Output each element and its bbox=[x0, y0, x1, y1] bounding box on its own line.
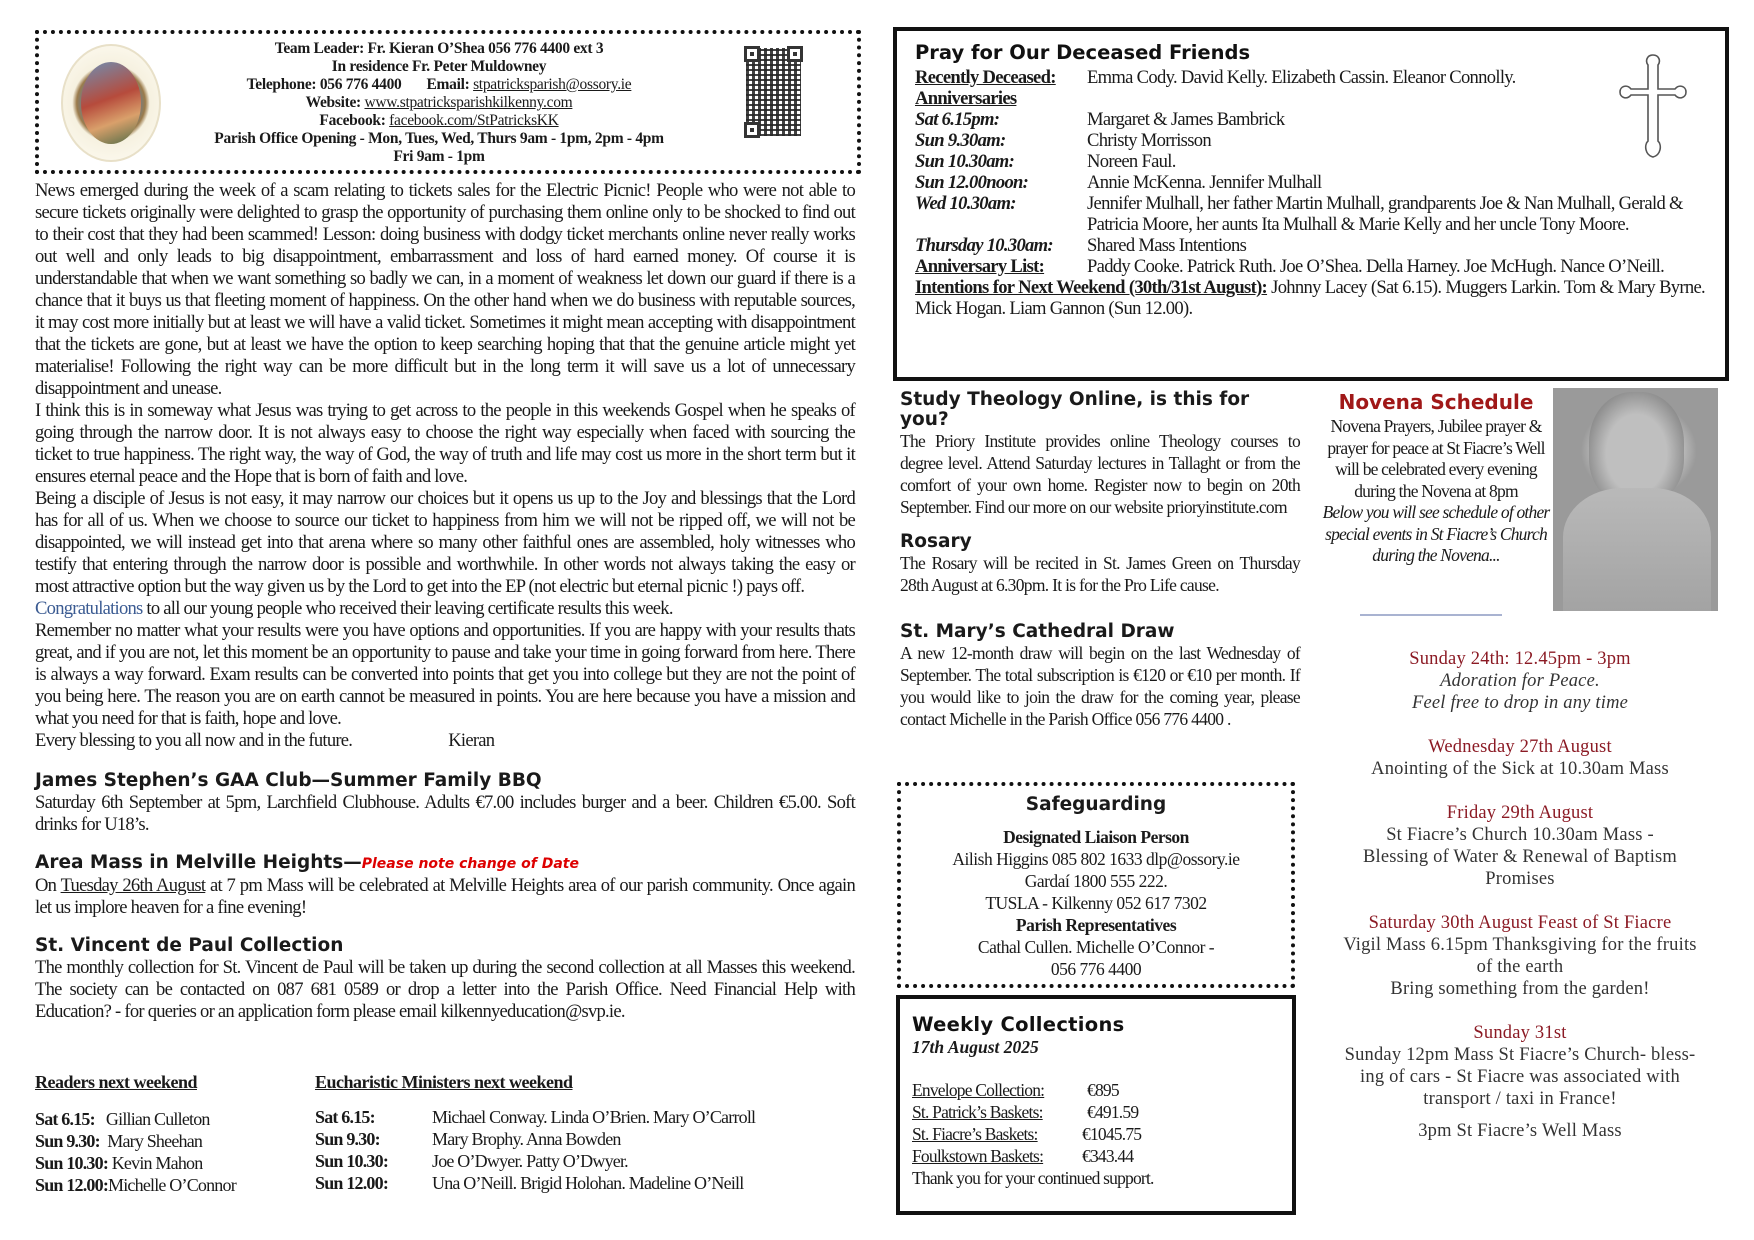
collection-row: Envelope Collection: €895 bbox=[912, 1080, 1119, 1100]
qr-code-icon[interactable] bbox=[746, 48, 801, 136]
rosary-heading: Rosary bbox=[900, 531, 972, 552]
gardai-contact: Gardaí 1800 555 222. bbox=[1024, 871, 1168, 891]
parish-logo-icon bbox=[61, 44, 161, 162]
minister-names: Michael Conway. Linda O’Brien. Mary O’Carroll bbox=[432, 1107, 756, 1127]
deceased-heading: Pray for Our Deceased Friends bbox=[915, 41, 1251, 64]
novena-intro bbox=[1320, 416, 1552, 567]
deceased-list bbox=[915, 67, 1705, 319]
novena-event: Friday 29th August St Fiacre’s Church 10.30am Mass - Blessing of Water & Renewal of Baptism Promises bbox=[1362, 803, 1678, 889]
novena-events bbox=[1320, 648, 1720, 1142]
novena-heading: Novena Schedule bbox=[1338, 390, 1534, 414]
minister-row: Sun 12.00: bbox=[315, 1173, 389, 1193]
website-label: Website: bbox=[305, 94, 361, 111]
dlp-contact: Ailish Higgins 085 802 1633 dlp@ossory.ie bbox=[952, 849, 1240, 869]
draw-body: A new 12-month draw will begin on the last Wednesday of September. The total subscription is €120 or €10 per month. If you would like to join the draw for the coming year, please contact Michelle in the Parish Office 056 776 4400 . bbox=[900, 643, 1300, 729]
dlp-heading: Designated Liaison Person bbox=[1003, 827, 1189, 847]
collection-row: Foulkstown Baskets: €343.44 bbox=[912, 1146, 1134, 1166]
svp-body: The monthly collection for St. Vincent de Paul will be taken up during the second collection at all Masses this weekend. The society can be contacted on 087 681 0589 or drop a letter into the Parish Office. Need Financial Help with Education? - for queries or an application form please email kilkennyeducation@svp.ie. bbox=[35, 957, 855, 1022]
minister-row: Sun 10.30: bbox=[315, 1151, 389, 1171]
area-mass-title: Area Mass in Melville Heights— bbox=[35, 852, 362, 873]
minister-names: Mary Brophy. Anna Bowden bbox=[432, 1129, 621, 1149]
anniversary-row: Sun 12.00noon: Annie McKenna. Jennifer Mulhall bbox=[915, 172, 1322, 193]
recently-deceased-row: Recently Deceased: Emma Cody. David Kelly. Elizabeth Cassin. Eleanor Connolly. bbox=[915, 67, 1516, 88]
novena-final-event: 3pm St Fiacre’s Well Mass bbox=[1418, 1121, 1622, 1141]
facebook-label: Facebook: bbox=[319, 112, 386, 129]
in-residence: In residence Fr. Peter Muldowney bbox=[331, 58, 547, 75]
office-hours: Parish Office Opening - Mon, Tues, Wed, Thurs 9am - 1pm, 2pm - 4pm bbox=[214, 130, 664, 147]
area-mass-heading bbox=[35, 852, 855, 875]
tusla-contact: TUSLA - Kilkenny 052 617 7302 bbox=[985, 893, 1207, 913]
parish-contact-box bbox=[35, 30, 861, 174]
minister-row: Sat 6.15: bbox=[315, 1107, 375, 1127]
draw-heading: St. Mary’s Cathedral Draw bbox=[900, 621, 1175, 642]
anniversary-row: Wed 10.30am: Jennifer Mulhall, her father Martin Mulhall, grandparents Joe & Nan Mulhall, Gerald & Patricia Moore, her aunts Ita Mulhall & Marie Kelly and her uncle Tony Moore. bbox=[915, 193, 1683, 235]
minister-names: Joe O’Dwyer. Patty O’Dwyer. bbox=[432, 1151, 628, 1171]
middle-column bbox=[900, 390, 1300, 730]
reps-heading: Parish Representatives bbox=[1015, 915, 1177, 935]
telephone: Telephone: 056 776 4400 bbox=[246, 76, 402, 93]
change-of-date-note: Please note change of Date bbox=[361, 856, 579, 872]
anniversary-list-row: Anniversary List: Paddy Cooke. Patrick Ruth. Joe O’Shea. Della Harney. Joe McHugh. Nance O’Neill. bbox=[915, 256, 1665, 277]
reps-phone: 056 776 4400 bbox=[1050, 959, 1142, 979]
anniversary-row: Sat 6.15pm: Margaret & James Bambrick bbox=[915, 109, 1285, 130]
reader-row: Sun 9.30: Mary Sheehan bbox=[35, 1131, 203, 1151]
team-leader: Team Leader: Fr. Kieran O’Shea 056 776 4400 ext 3 bbox=[274, 40, 604, 57]
rosary-body: The Rosary will be recited in St. James Green on Thursday 28th August at 6.30pm. It is for the Pro Life cause. bbox=[900, 553, 1300, 595]
reflection-paragraph: Being a disciple of Jesus is not easy, it may narrow our choices but it opens us up to the Joy and blessings that the Lord has for all of us. When we choose to source our ticket to happiness from him we will not be ripped off, we will not be disappointed, we will instead get into that arena where so many other faithful ones are assembled, holy witnesses who testify that entering through the narrow door is possible and worthwhile. In other words not always taking the easy or most attractive option but the way given us by the Lord to get into the EP (not electric but eternal picnic !) pays off. bbox=[35, 488, 855, 597]
reps-names: Cathal Cullen. Michelle O’Connor - bbox=[977, 937, 1215, 957]
anniversary-row: Sun 9.30am: Christy Morrisson bbox=[915, 130, 1211, 151]
reflection-paragraph: News emerged during the week of a scam relating to tickets sales for the Electric Picnic! People who were not able to secure tickets originally were delighted to grasp the opportunity of purchasing them online only to be shocked to find out to their cost that they had been scammed! Lesson: doing business with dodgy ticket merchants online never really works out well and only leads to big disappointment, embarrassment and loss of hard earned money. Of course it is understandable that when we want something so badly we can, in a moment of weakness let down our guard if there is a chance that it buys us that fleeting moment of happiness. On the other hand when we do business with reputable sources, it may cost more initially but at least we will have a valid ticket. Sometimes it might mean accepting with disappointment that the tickets are gone, but at least we have the option to keep searching hoping that that the genuine article might yet materialise! Following the right way can be more difficult but in the long term it will save us a lot of unnecessary disappointment and unease. bbox=[35, 180, 855, 399]
novena-intro-text: Novena Prayers, Jubilee prayer & prayer for peace at St Fiacre’s Well will be celebrated every evening during the Novena at 8pm bbox=[1327, 416, 1545, 501]
intentions-row: Intentions for Next Weekend (30th/31st August): Johnny Lacey (Sat 6.15). Muggers Larkin. Tom & Mary Byrne. Mick Hogan. Liam Gannon (Sun 12.00). bbox=[915, 277, 1705, 319]
reader-row: Sat 6.15: Gillian Culleton bbox=[35, 1109, 210, 1129]
website-link[interactable]: www.stpatricksparishkilkenny.com bbox=[364, 94, 573, 111]
anniversary-row: Sun 10.30am: Noreen Faul. bbox=[915, 151, 1176, 172]
email-label: Email: bbox=[426, 76, 470, 93]
sign-off bbox=[35, 730, 855, 752]
email-link[interactable]: stpatricksparish@ossory.ie bbox=[473, 76, 632, 93]
reflection-paragraph: I think this is in someway what Jesus was trying to get across to the people in this weekends Gospel when he speaks of going through the narrow door. It is not always easy to choose the right way especially when faced with sourcing the ticket to true happiness. The right way, the way of God, the way of truth and life may cost us more in the short term but it ensures eternal peace and the Hope that is born of faith and love. bbox=[35, 400, 855, 487]
st-fiacre-statue-photo bbox=[1553, 388, 1718, 611]
weekly-collections-box bbox=[896, 995, 1296, 1215]
reader-row: Sun 12.00:Michelle O’Connor bbox=[35, 1175, 236, 1195]
congratulations-word: Congratulations bbox=[35, 598, 143, 619]
gaa-bbq-body: Saturday 6th September at 5pm, Larchfield Clubhouse. Adults €7.00 includes burger and a beer. Children €5.00. Soft drinks for U18’s. bbox=[35, 792, 855, 835]
congratulations-line bbox=[35, 598, 855, 620]
area-mass-date: Tuesday 26th August bbox=[60, 875, 206, 896]
sign-off-text: Every blessing to you all now and in the future. bbox=[35, 730, 353, 751]
anniversary-row: Thursday 10.30am: Shared Mass Intentions bbox=[915, 235, 1247, 256]
minister-row: Sun 9.30: bbox=[315, 1129, 380, 1149]
novena-event: Sunday 31st Sunday 12pm Mass St Fiacre’s Church- bless- ing of cars - St Fiacre was associated with transport / taxi in France! bbox=[1344, 1023, 1696, 1109]
svp-heading: St. Vincent de Paul Collection bbox=[35, 935, 344, 956]
left-column bbox=[35, 180, 855, 1023]
reflection-paragraph: Remember no matter what your results were you have options and opportunities. If you are happy with your results thats great, and if you are not, let this moment be an opportunity to pause and take your time in going forward from here. There is always a way forward. Exam results can be converted into points that get you into college but they are not the point of you being here. The reason you are on earth cannot be measured in points. You are here because you have a mission and what you need for that is faith, hope and love. bbox=[35, 620, 855, 729]
novena-event: Saturday 30th August Feast of St Fiacre Vigil Mass 6.15pm Thanksgiving for the fruits of the earth Bring something from the garden! bbox=[1343, 913, 1697, 999]
collection-row: St. Patrick’s Baskets: €491.59 bbox=[912, 1102, 1139, 1122]
facebook-link[interactable]: facebook.com/StPatricksKK bbox=[389, 112, 559, 129]
ministers-heading: Eucharistic Ministers next weekend bbox=[315, 1072, 573, 1092]
deceased-friends-box bbox=[893, 27, 1729, 381]
divider bbox=[1360, 614, 1502, 616]
safeguarding-box bbox=[897, 782, 1295, 988]
collections-heading: Weekly Collections bbox=[912, 1013, 1125, 1036]
reader-row: Sun 10.30: Kevin Mahon bbox=[35, 1153, 203, 1173]
safeguarding-heading: Safeguarding bbox=[1025, 794, 1167, 815]
novena-event: Sunday 24th: 12.45pm - 3pm Adoration for Peace. Feel free to drop in any time bbox=[1409, 649, 1631, 713]
minister-names: Una O’Neill. Brigid Holohan. Madeline O’Neill bbox=[432, 1173, 744, 1193]
parish-contact-details bbox=[159, 40, 719, 166]
collections-thanks: Thank you for your continued support. bbox=[912, 1168, 1154, 1188]
congratulations-text: to all our young people who received their leaving certificate results this week. bbox=[142, 598, 673, 619]
theology-body: The Priory Institute provides online Theology courses to degree level. Attend Saturday lectures in Tallaght or from the comfort of your own home. Register now to begin on 20th September. Find our more on our website prioryinstitute.com bbox=[900, 431, 1300, 517]
theology-heading: Study Theology Online, is this for you? bbox=[900, 389, 1250, 430]
signature: Kieran bbox=[448, 730, 495, 751]
collections-date: 17th August 2025 bbox=[912, 1037, 1039, 1057]
novena-intro-italic: Below you will see schedule of other special events in St Fiacre’s Church during the Novena... bbox=[1322, 502, 1550, 565]
anniversaries-heading-row: Anniversaries bbox=[915, 88, 1017, 109]
office-hours-friday: Fri 9am - 1pm bbox=[393, 148, 485, 165]
readers-heading: Readers next weekend bbox=[35, 1072, 197, 1092]
area-mass-body: On Tuesday 26th August at 7 pm Mass will be celebrated at Melville Heights area of our parish community. Once again let us implore heaven for a fine evening! bbox=[35, 875, 855, 918]
gaa-bbq-heading: James Stephen’s GAA Club—Summer Family BBQ bbox=[35, 770, 542, 791]
collection-row: St. Fiacre’s Baskets: €1045.75 bbox=[912, 1124, 1142, 1144]
novena-event: Wednesday 27th August Anointing of the Sick at 10.30am Mass bbox=[1371, 737, 1669, 779]
